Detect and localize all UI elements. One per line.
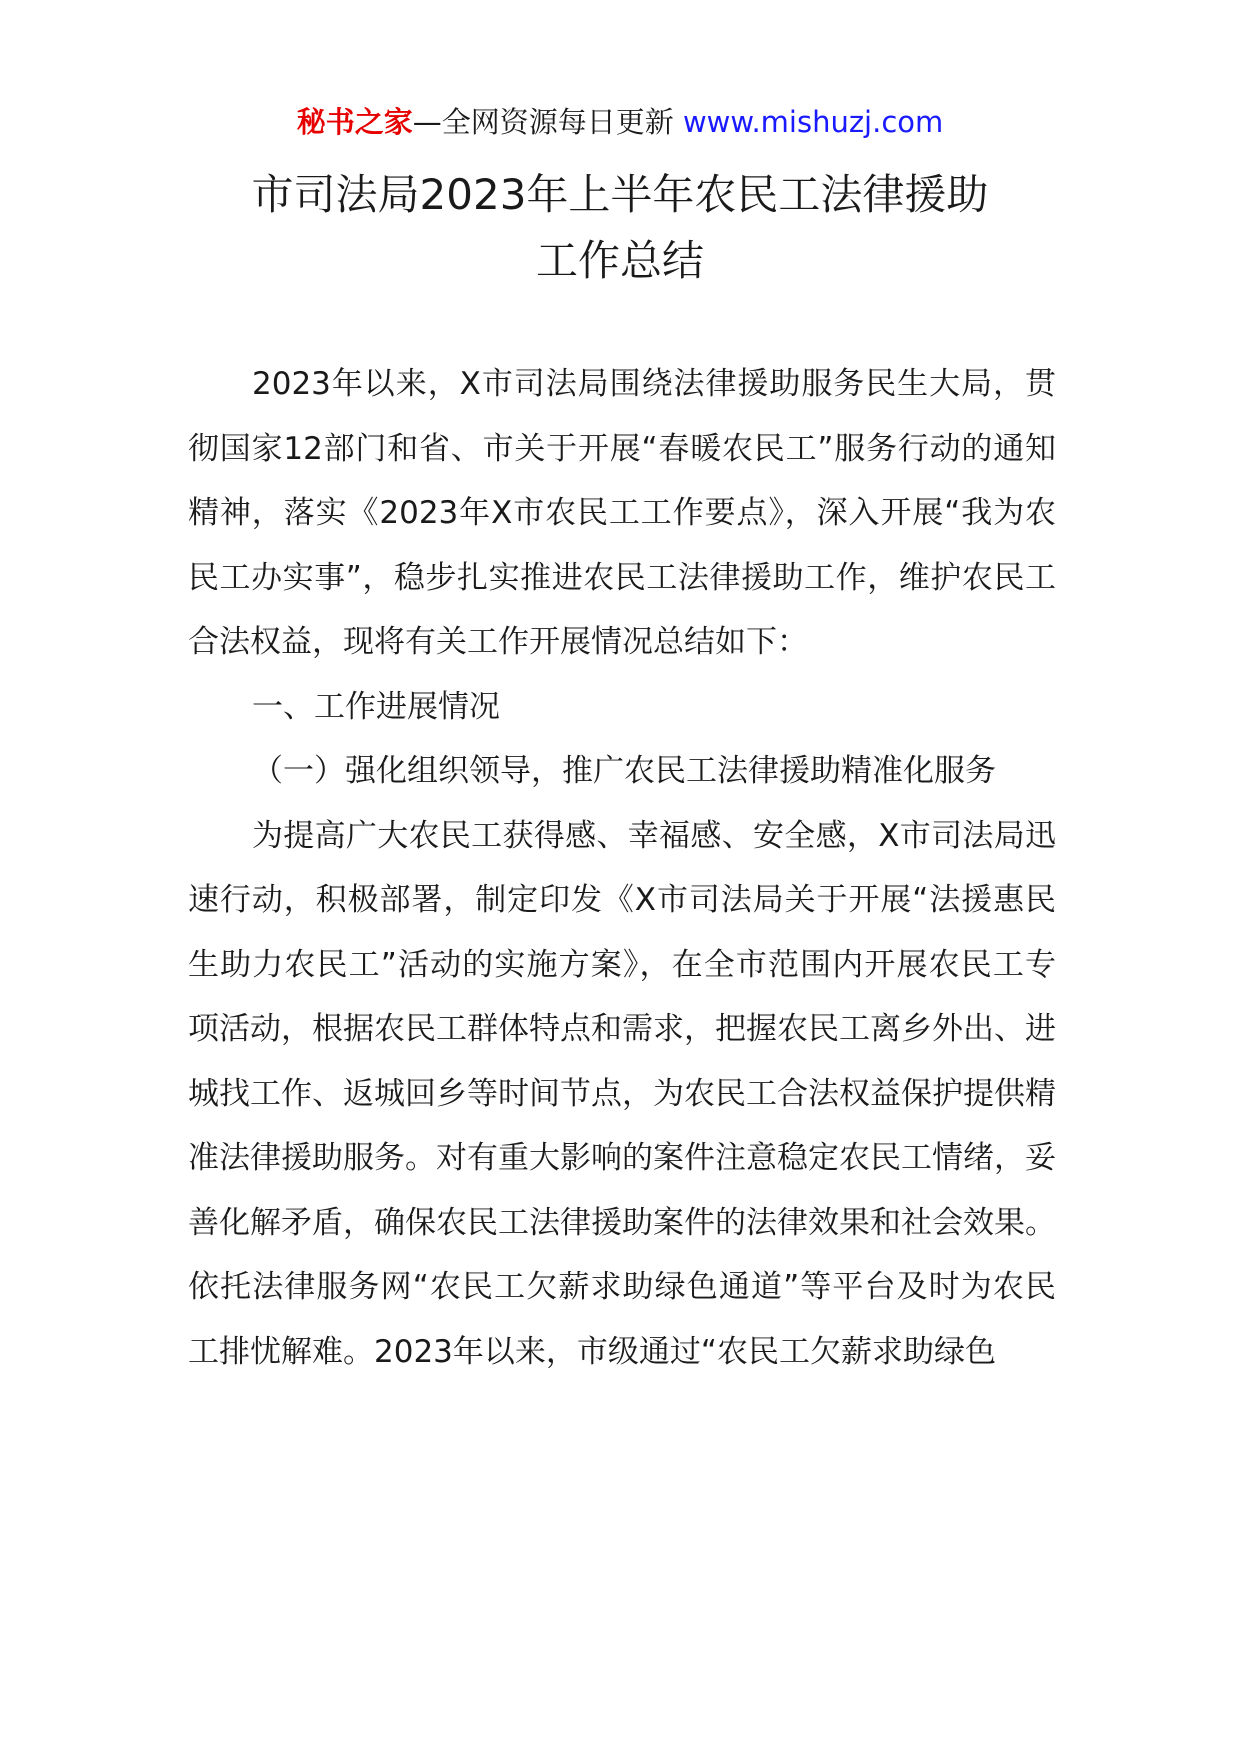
site-header <box>0 102 1240 142</box>
document-title <box>0 162 1240 294</box>
title-line-2: 工作总结 <box>535 236 704 285</box>
document-body <box>188 352 1056 1384</box>
site-url-link[interactable]: www.mishuzj.com <box>682 105 944 139</box>
intro-paragraph: 2023年以来，X市司法局围绕法律援助服务民生大局，贯彻国家12部门和省、市关于开展“春暖农民工”服务行动的通知精神，落实《2023年X市农民工工作要点》，深入开展“我为农民工办实事”，稳步扎实推进农民工法律援助工作，维护农民工合法权益，现将有关工作开展情况总结如下： <box>188 366 1056 660</box>
brand-name: 秘书之家 <box>296 105 413 139</box>
section-heading: 一、工作进展情况 <box>252 688 500 725</box>
header-slogan: —全网资源每日更新 <box>412 105 674 139</box>
subsection-paragraph: 为提高广大农民工获得感、幸福感、安全感，X市司法局迅速行动，积极部署，制定印发《X市司法局关于开展“法援惠民生助力农民工”活动的实施方案》，在全市范围内开展农民工专项活动，根据农民工群体特点和需求，把握农民工离乡外出、进城找工作、返城回乡等时间节点，为农民工合法权益保护提供精准法律援助服务。对有重大影响的案件注意稳定农民工情绪，妥善化解矛盾，确保农民工法律援助案件的法律效果和社会效果。依托法律服务网“农民工欠薪求助绿色通道”等平台及时为农民工排忧解难。2023年以来，市级通过“农民工欠薪求助绿色 <box>188 817 1056 1370</box>
subsection-heading: （一）强化组织领导，推广农民工法律援助精准化服务 <box>252 753 996 789</box>
title-line-1: 市司法局2023年上半年农民工法律援助 <box>251 170 989 219</box>
